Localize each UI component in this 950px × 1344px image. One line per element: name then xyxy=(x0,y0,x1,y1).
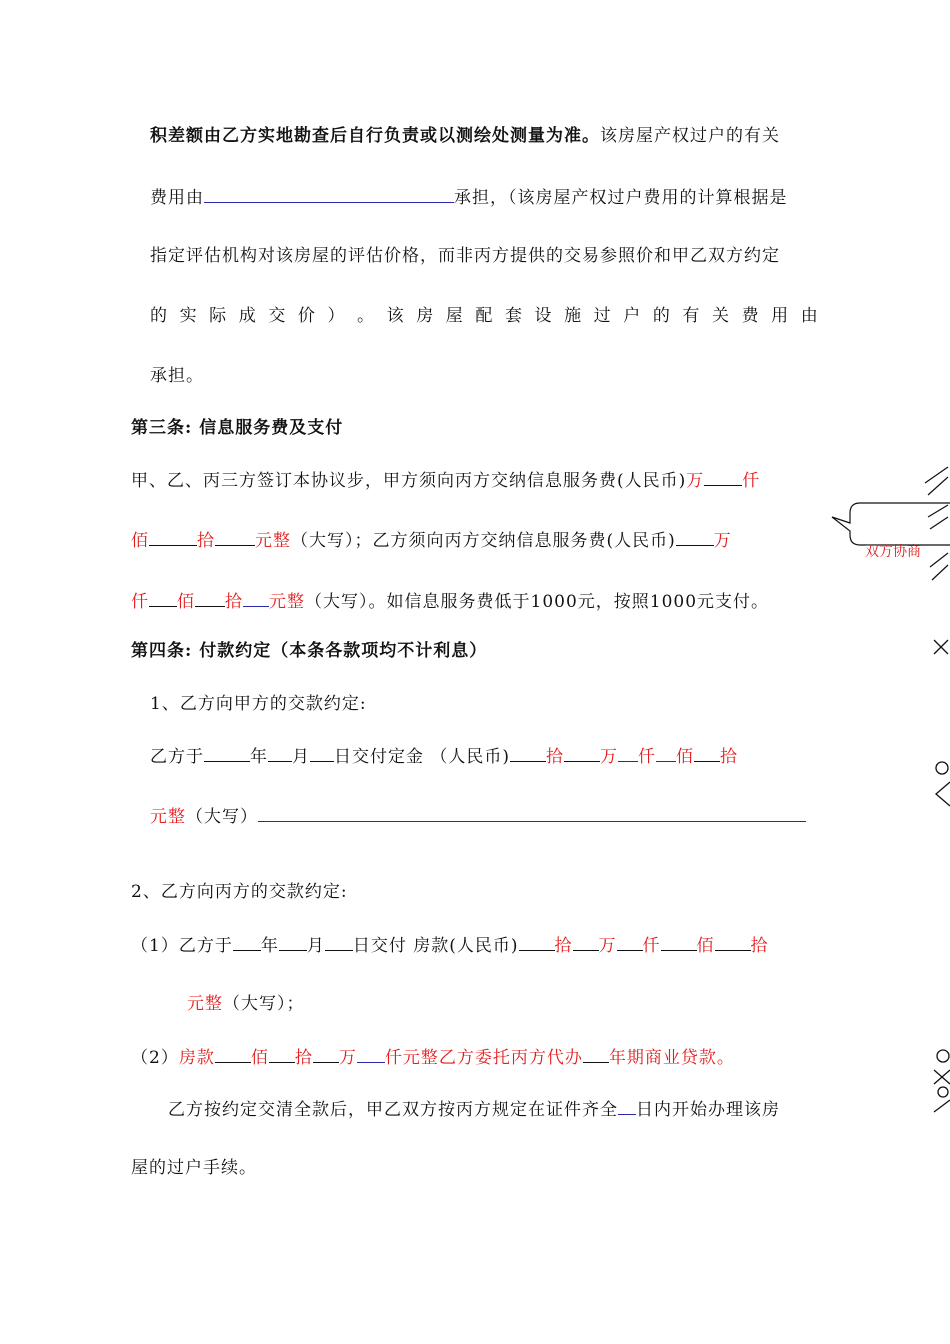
unit-yuan: 元整 xyxy=(150,807,186,827)
unit-bai: 佰 xyxy=(676,747,695,767)
text-char: 房 xyxy=(416,306,434,326)
fill-blank[interactable] xyxy=(149,527,197,546)
margin-mark-icon xyxy=(930,1048,950,1114)
text-char: 该 xyxy=(386,306,404,326)
unit-qian: 仟 xyxy=(642,936,661,956)
text-char: 由 xyxy=(800,306,818,326)
para-line-3: 指定评估机构对该房屋的评估价格，而非丙方提供的交易参照价和甲乙双方约定 xyxy=(150,246,780,266)
text: （2） xyxy=(131,1048,179,1068)
fill-blank[interactable] xyxy=(204,743,250,762)
text: 年期商业贷款。 xyxy=(608,1048,735,1068)
fill-blank[interactable] xyxy=(564,743,600,762)
fill-blank[interactable] xyxy=(268,743,292,762)
fill-blank[interactable] xyxy=(676,527,714,546)
text: 甲、乙、丙三方签订本协议步，甲方须向丙方交纳信息服务费(人民币) xyxy=(131,471,687,491)
p3-line-2: 屋的过户手续。 xyxy=(131,1158,257,1178)
text: 费用由 xyxy=(150,188,204,208)
fill-blank[interactable] xyxy=(519,932,555,951)
fill-blank[interactable] xyxy=(215,527,255,546)
para-line-5: 承担。 xyxy=(150,366,204,386)
fill-blank[interactable] xyxy=(618,1096,636,1115)
text-char: 实 xyxy=(179,306,197,326)
fill-blank[interactable] xyxy=(233,932,261,951)
text: 乙方于 xyxy=(150,747,204,767)
p2-1-line-2 xyxy=(187,992,305,1016)
text-char: 户 xyxy=(623,306,641,326)
article-4-title: 第四条: 付款约定（本条各款项均不计利息） xyxy=(131,641,488,661)
text-char: 交 xyxy=(268,306,286,326)
fill-blank[interactable] xyxy=(704,467,742,486)
fill-blank[interactable] xyxy=(618,743,638,762)
text: 日交付定金 （人民币) xyxy=(334,747,511,767)
fill-blank[interactable] xyxy=(204,184,454,203)
para-line-2 xyxy=(150,184,788,210)
unit-wan: 万 xyxy=(600,747,619,767)
p1-title: 1、乙方向甲方的交款约定: xyxy=(150,694,367,714)
text-char: 有 xyxy=(682,306,700,326)
unit-shi: 拾 xyxy=(750,936,769,956)
p2-1-line-1 xyxy=(131,932,769,958)
text-char: 屋 xyxy=(445,306,463,326)
unit-wan: 万 xyxy=(686,471,705,491)
unit-bai: 佰 xyxy=(131,531,149,551)
text: （大写）； xyxy=(223,994,305,1014)
text-char: 设 xyxy=(534,306,552,326)
text-char: 。 xyxy=(357,306,375,326)
unit-yuan: 元整 xyxy=(255,531,291,551)
text: 日内开始办理该房 xyxy=(636,1100,780,1120)
fill-blank[interactable] xyxy=(715,932,751,951)
fill-blank[interactable] xyxy=(279,932,307,951)
fill-blank[interactable] xyxy=(149,588,177,607)
article-3-title: 第三条: 信息服务费及支付 xyxy=(131,418,344,438)
close-icon[interactable] xyxy=(932,638,950,658)
unit-bai: 佰 xyxy=(696,936,715,956)
fill-blank[interactable] xyxy=(510,743,546,762)
unit-qian: 仟 xyxy=(131,592,149,612)
text: （大写）。如信息服务费低于1000元，按照1000元支付。 xyxy=(305,592,770,612)
unit-wan: 万 xyxy=(713,531,732,551)
unit-shi: 拾 xyxy=(225,592,243,612)
unit-yuan: 元整 xyxy=(269,592,305,612)
art3-line-3 xyxy=(131,588,769,614)
text-char: 价 xyxy=(297,306,315,326)
unit-shi: 拾 xyxy=(294,1048,313,1068)
text-char: 施 xyxy=(564,306,582,326)
fill-blank[interactable] xyxy=(269,1044,295,1063)
fill-blank[interactable] xyxy=(357,1044,385,1063)
para-line-1 xyxy=(150,124,780,148)
text-char: 套 xyxy=(504,306,522,326)
text: （大写） xyxy=(186,807,258,827)
fill-blank[interactable] xyxy=(215,1044,251,1063)
unit-qian: 仟 xyxy=(742,471,761,491)
text: 仟元整乙方委托丙方代办 xyxy=(384,1048,583,1068)
text-char: 关 xyxy=(711,306,729,326)
unit-wan: 万 xyxy=(598,936,617,956)
comment-bubble-icon[interactable] xyxy=(830,455,950,595)
fill-blank[interactable] xyxy=(573,932,599,951)
fill-blank-amount-words[interactable] xyxy=(258,803,806,822)
text: 承担，（该房屋产权过户费用的计算根据是 xyxy=(454,188,788,208)
unit-qian: 仟 xyxy=(638,747,657,767)
text-char: 过 xyxy=(593,306,611,326)
p2-title: 2、乙方向丙方的交款约定: xyxy=(131,882,348,902)
margin-comment: 双方协商 xyxy=(865,544,921,560)
text: 房款 xyxy=(178,1048,215,1068)
text: 月 xyxy=(292,747,310,767)
para-line-4 xyxy=(150,304,818,328)
unit-shi: 拾 xyxy=(197,531,215,551)
text: 该房屋产权过户的有关 xyxy=(600,126,780,146)
text: 年 xyxy=(260,936,279,956)
fill-blank[interactable] xyxy=(195,588,225,607)
text-char: 的 xyxy=(652,306,670,326)
unit-wan: 万 xyxy=(338,1048,357,1068)
text-char: 用 xyxy=(771,306,789,326)
text-char: 的 xyxy=(150,306,167,326)
fill-blank[interactable] xyxy=(656,743,676,762)
fill-blank[interactable] xyxy=(661,932,697,951)
margin-mark-icon xyxy=(930,760,950,810)
fill-blank[interactable] xyxy=(694,743,720,762)
fill-blank[interactable] xyxy=(617,932,643,951)
unit-shi: 拾 xyxy=(554,936,573,956)
p1-line-1 xyxy=(150,743,738,769)
fill-blank[interactable] xyxy=(243,588,269,607)
text: 乙方按约定交清全款后，甲乙双方按丙方规定在证件齐全 xyxy=(168,1100,618,1120)
text-char: ） xyxy=(327,306,345,326)
art3-line-1 xyxy=(131,467,760,493)
unit-bai: 佰 xyxy=(250,1048,269,1068)
text: 月 xyxy=(306,936,325,956)
text-char: 费 xyxy=(741,306,759,326)
fill-blank[interactable] xyxy=(310,743,334,762)
unit-shi: 拾 xyxy=(720,747,739,767)
p1-line-2 xyxy=(150,803,806,829)
bold-text: 积差额由乙方实地勘查后自行负责或以测绘处测量为准。 xyxy=(150,126,600,146)
text-char: 配 xyxy=(475,306,493,326)
text-char: 际 xyxy=(209,306,227,326)
unit-shi: 拾 xyxy=(546,747,565,767)
text: （大写）；乙方须向丙方交纳信息服务费(人民币) xyxy=(291,531,676,551)
fill-blank[interactable] xyxy=(313,1044,339,1063)
fill-blank[interactable] xyxy=(583,1044,609,1063)
unit-yuan: 元整 xyxy=(187,994,223,1014)
unit-bai: 佰 xyxy=(177,592,195,612)
text: （1）乙方于 xyxy=(131,936,233,956)
p2-2-line xyxy=(131,1044,735,1070)
p3-line-1 xyxy=(168,1096,780,1122)
art3-line-2 xyxy=(131,527,732,553)
text: 年 xyxy=(250,747,268,767)
fill-blank[interactable] xyxy=(325,932,353,951)
text-char: 成 xyxy=(238,306,256,326)
text: 日交付 房款(人民币) xyxy=(352,936,519,956)
